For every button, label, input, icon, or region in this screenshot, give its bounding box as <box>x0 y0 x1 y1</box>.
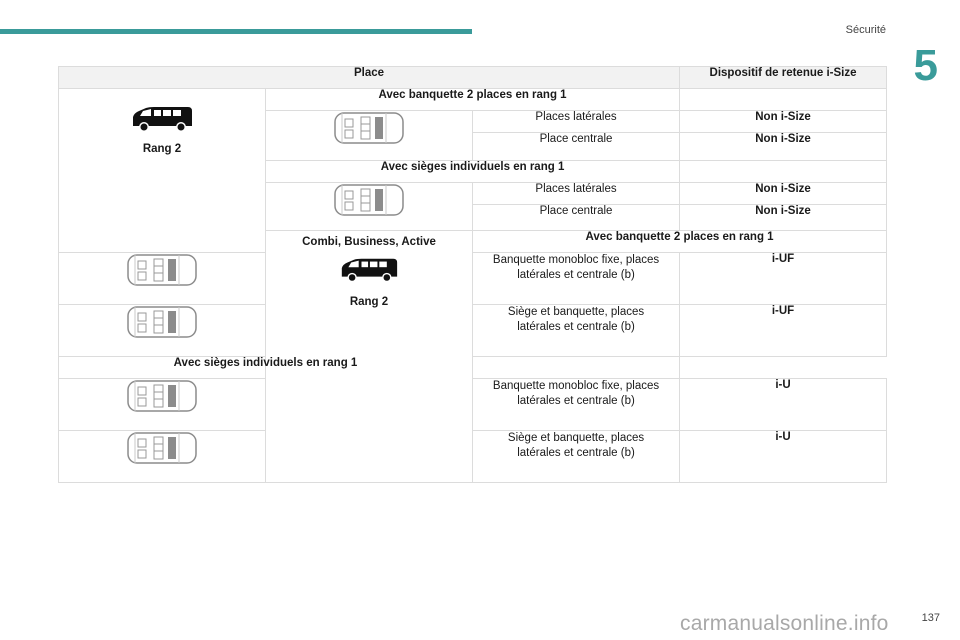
van-icon <box>339 256 399 284</box>
seat-plan-cell <box>59 379 266 431</box>
van-icon <box>130 105 194 133</box>
place-label: Banquette monobloc fixe, places latérales et centrale (b) <box>473 379 680 431</box>
place-label: Places latérales <box>473 183 680 205</box>
place-label: Siège et banquette, places latérales et centrale (b) <box>473 305 680 357</box>
isize-value: i-UF <box>680 253 887 305</box>
place-label: Banquette monobloc fixe, places latérales et centrale (b) <box>473 253 680 305</box>
header-accent-bar <box>0 29 472 34</box>
isize-value: i-U <box>680 379 887 431</box>
isize-value: i-UF <box>680 305 887 357</box>
isize-value: Non i-Size <box>680 133 887 161</box>
place-label: Places latérales <box>473 111 680 133</box>
header-place: Place <box>59 67 680 89</box>
chapter-number: 5 <box>913 41 938 90</box>
seat-plan-cell <box>266 111 473 161</box>
seat-plan-cell <box>266 183 473 231</box>
isize-table <box>58 66 887 483</box>
place-label: Siège et banquette, places latérales et centrale (b) <box>473 431 680 483</box>
isize-value: Non i-Size <box>680 111 887 133</box>
seat-plan-icon <box>127 305 197 339</box>
group1-row-label <box>59 89 266 253</box>
seat-plan-icon <box>127 379 197 413</box>
subgroup-title: Avec banquette 2 places en rang 1 <box>266 89 680 111</box>
header-device: Dispositif de retenue i-Size <box>680 67 887 89</box>
subgroup-title: Avec banquette 2 places en rang 1 <box>473 231 887 253</box>
seat-plan-icon <box>127 431 197 465</box>
subgroup-title: Avec sièges individuels en rang 1 <box>266 161 680 183</box>
section-title: Sécurité <box>845 24 886 36</box>
isize-value: Non i-Size <box>680 205 887 231</box>
isize-value: i-U <box>680 431 887 483</box>
table-header-row <box>59 67 887 89</box>
subgroup-title: Avec sièges individuels en rang 1 <box>59 357 473 379</box>
page-number: 137 <box>921 612 940 624</box>
seat-plan-icon <box>127 253 197 287</box>
group2-version: Combi, Business, Active <box>302 236 436 248</box>
seat-plan-cell <box>59 253 266 305</box>
place-label: Place centrale <box>473 205 680 231</box>
seat-plan-icon <box>334 183 404 217</box>
seat-plan-cell <box>59 431 266 483</box>
seat-plan-cell <box>59 305 266 357</box>
place-label: Place centrale <box>473 133 680 161</box>
group1-rang-label: Rang 2 <box>142 143 182 155</box>
group2-rang-label: Rang 2 <box>349 296 389 308</box>
isize-value: Non i-Size <box>680 183 887 205</box>
seat-plan-icon <box>334 111 404 145</box>
watermark: carmanualsonline.info <box>680 612 889 635</box>
